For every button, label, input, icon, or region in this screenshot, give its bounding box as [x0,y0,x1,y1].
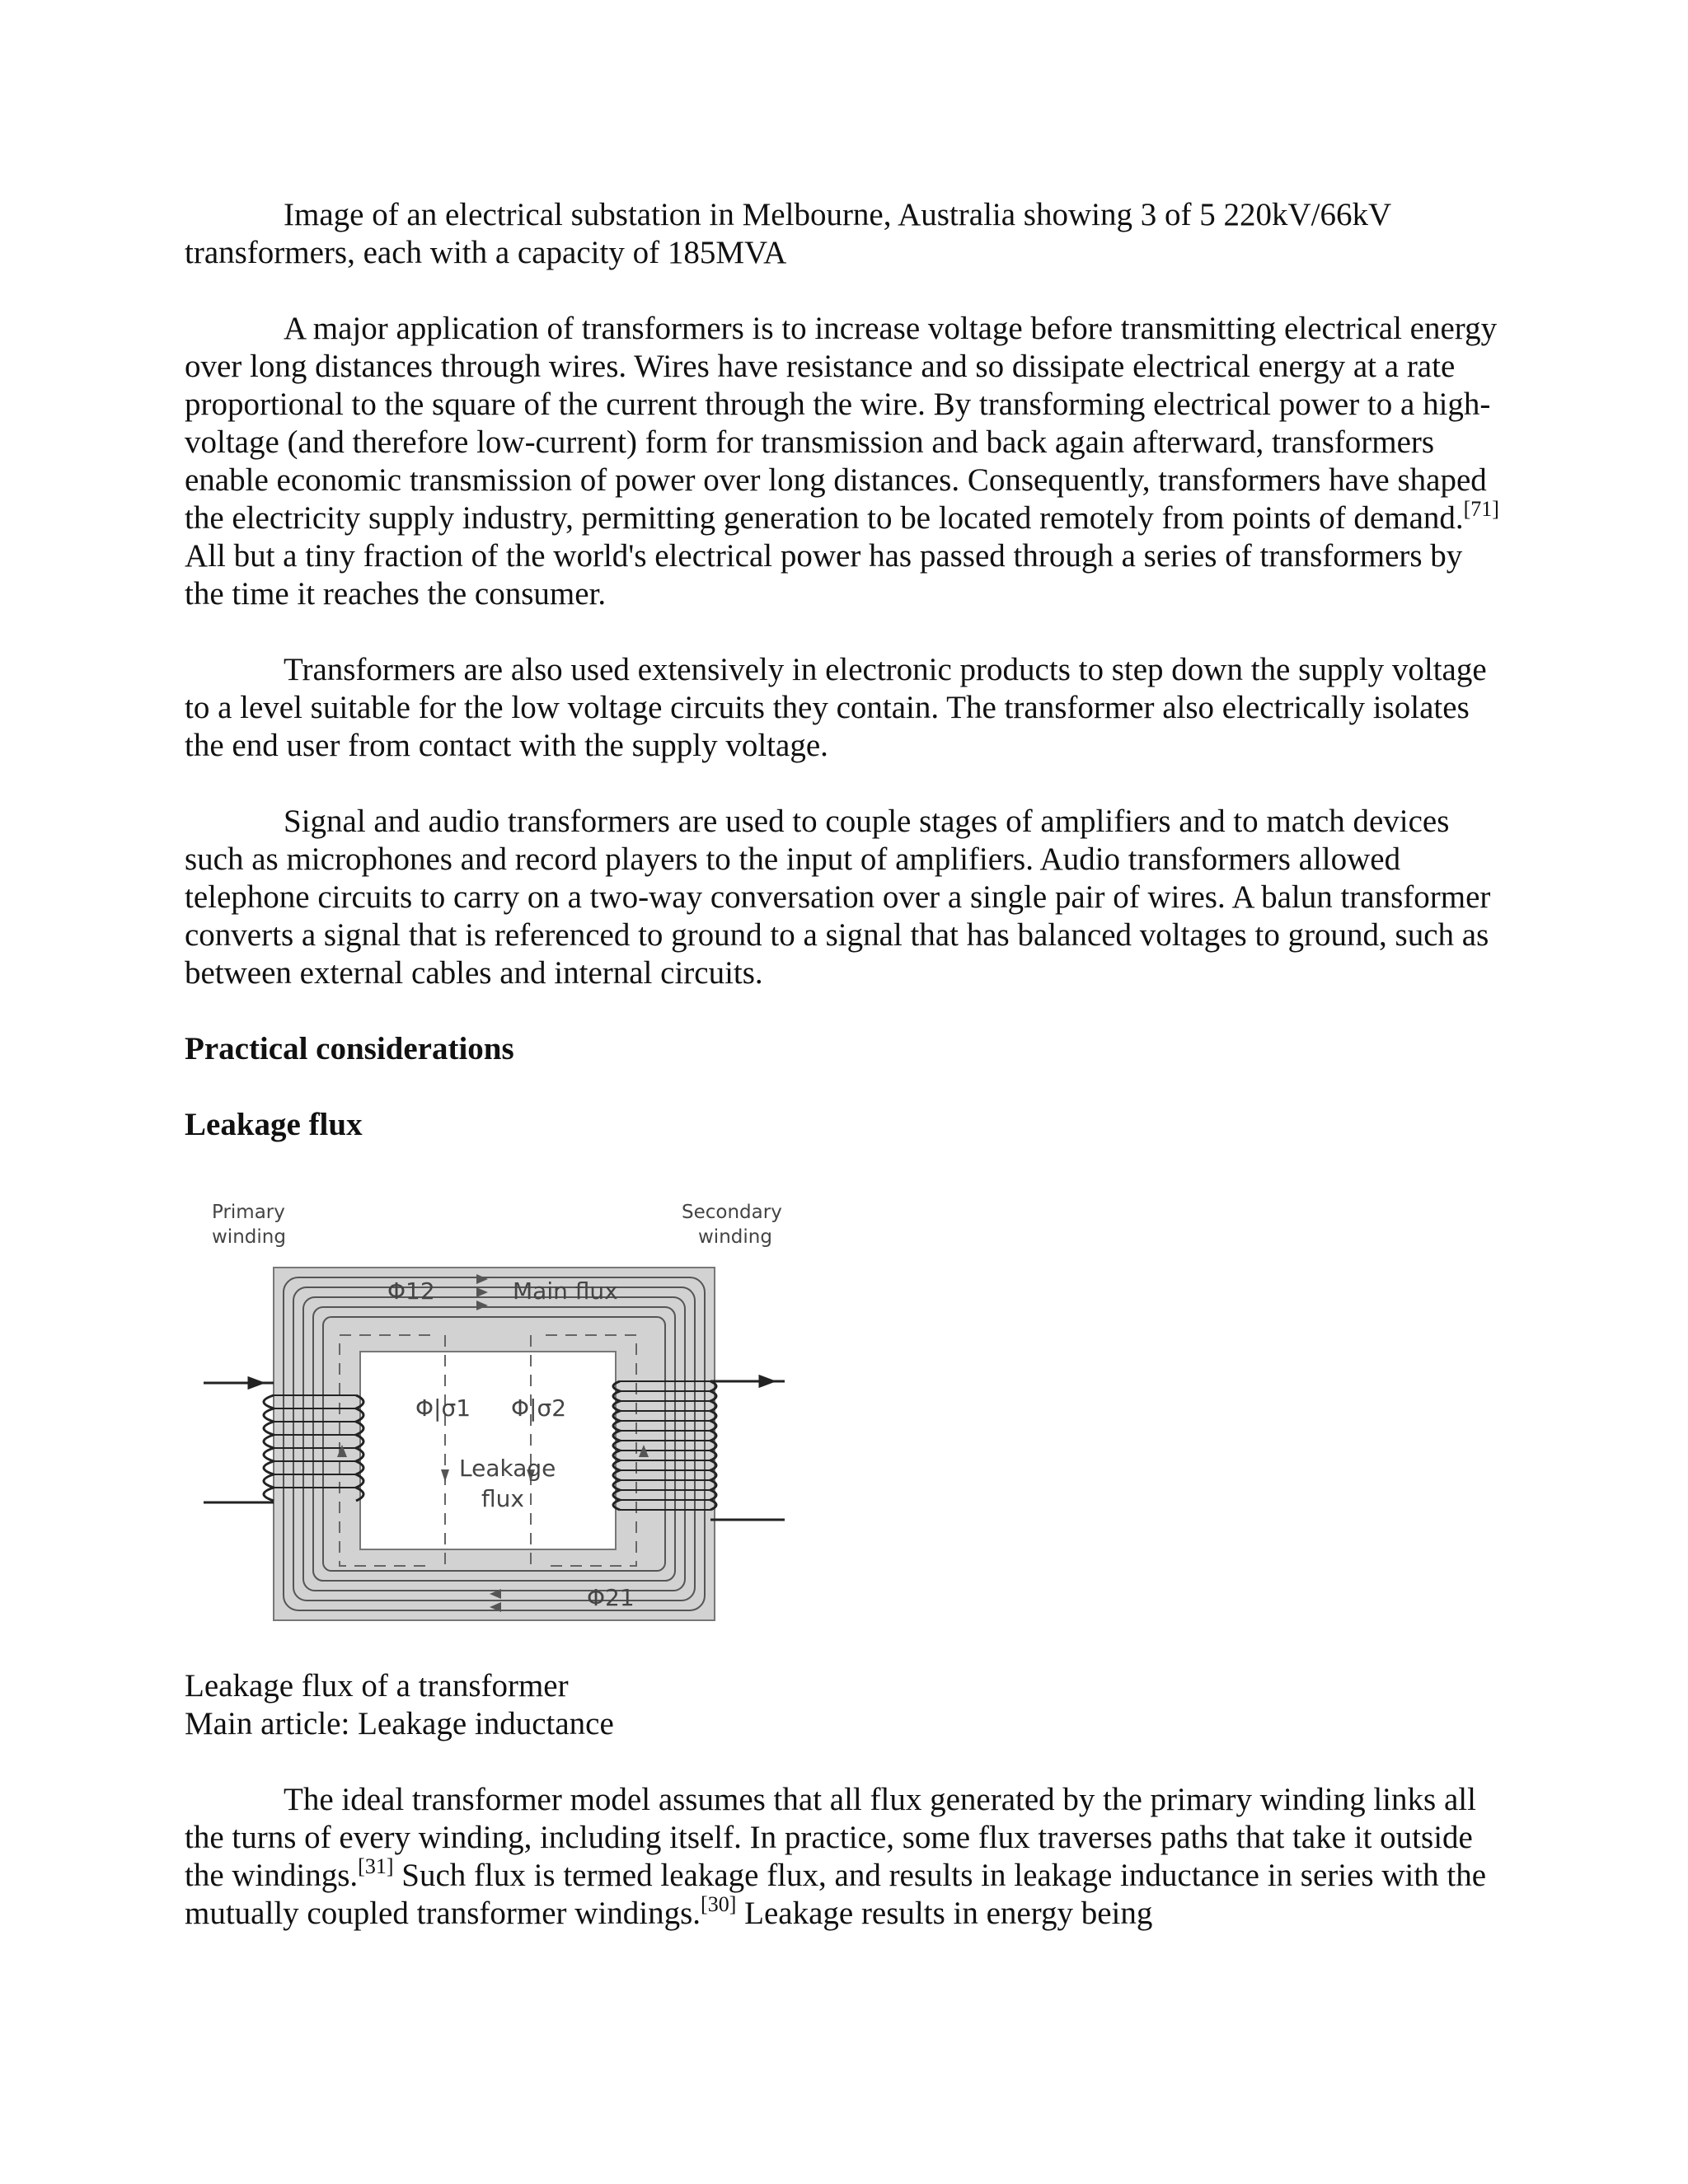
paragraph-ideal-transformer [185,1781,1503,1933]
document-body-continued [185,1781,1503,1971]
label-primary-line1: Primary [212,1202,285,1223]
paragraph-substation-caption [185,196,1503,272]
label-secondary-line2: winding [698,1226,772,1248]
label-phi12: Φ12 [387,1277,435,1305]
paragraph-text: Leakage results in energy being [736,1896,1153,1931]
paragraph-text: A major application of transformers is to increase voltage before transmitting electrical energy over long distances through wires. Wires have resistance and so dissipate electrical energy at a rate proportional to the square of the current through the wire. By transforming electrical power to a high-voltage (and therefore low-current) form for transmission and back again afterward, transformers enable economic transmission of power over long distances. Consequently, transformers have shaped the electricity supply industry, permitting generation to be located remotely from points of demand. [185,311,1498,536]
paragraph-text: The ideal transformer model assumes that all flux generated by the primary winding links all the turns of every winding, including itself. In practice, some flux traverses paths that take it outside the windings. [185,1782,1476,1893]
label-phi21: Φ21 [587,1584,635,1611]
label-phi-sigma1: Φ|σ1 [415,1394,471,1422]
document-body [185,196,1503,1182]
paragraph-electronic-products [185,651,1503,765]
citation-link[interactable]: [31] [358,1854,394,1878]
citation-link[interactable]: [71] [1463,497,1499,521]
paragraph-signal-audio [185,803,1503,992]
paragraph-text: Such flux is termed leakage flux, and results in leakage inductance in series with the mutually coupled transformer windings. [185,1858,1487,1931]
main-article-link[interactable]: Main article: Leakage inductance [185,1706,614,1741]
label-phi-sigma2: Φ|σ2 [511,1394,567,1422]
core-window [360,1352,616,1549]
paragraph-text: Signal and audio transformers are used to couple stages of amplifiers and to match devices such as microphones and record players to the input of amplifiers. Audio transformers allowed telephone circuits to carry on a two-way conversation over a single pair of wires. A balun transformer converts a signal that is referenced to ground to a signal that has balanced voltages to ground, such as between external cables and internal circuits. [185,804,1491,991]
heading-practical-considerations: Practical considerations [185,1031,514,1066]
caption-title: Leakage flux of a transformer [185,1668,569,1704]
label-leakage: Leakage [459,1455,556,1482]
heading-leakage-flux: Leakage flux [185,1107,363,1142]
label-main-flux: Main flux [513,1277,618,1305]
label-secondary-line1: Secondary [682,1202,782,1223]
paragraph-text: All but a tiny fraction of the world's electrical power has passed through a series of transformers by the time it reaches the consumer. [185,538,1463,612]
paragraph-text: Transformers are also used extensively in electronic products to step down the supply voltage to a level suitable for the low voltage circuits they contain. The transformer also electrically isolates the end user from contact with the supply voltage. [185,652,1487,763]
figure-caption [185,1667,1503,1743]
paragraph-text: Image of an electrical substation in Melbourne, Australia showing 3 of 5 220kV/66kV transformers, each with a capacity of 185MVA [185,197,1391,270]
paragraph-transmission [185,310,1503,613]
transformer-diagram [191,1193,801,1638]
label-flux: flux [481,1485,524,1512]
citation-link[interactable]: [30] [701,1892,737,1916]
leakage-flux-figure [191,1193,801,1638]
label-primary-line2: winding [212,1226,286,1248]
